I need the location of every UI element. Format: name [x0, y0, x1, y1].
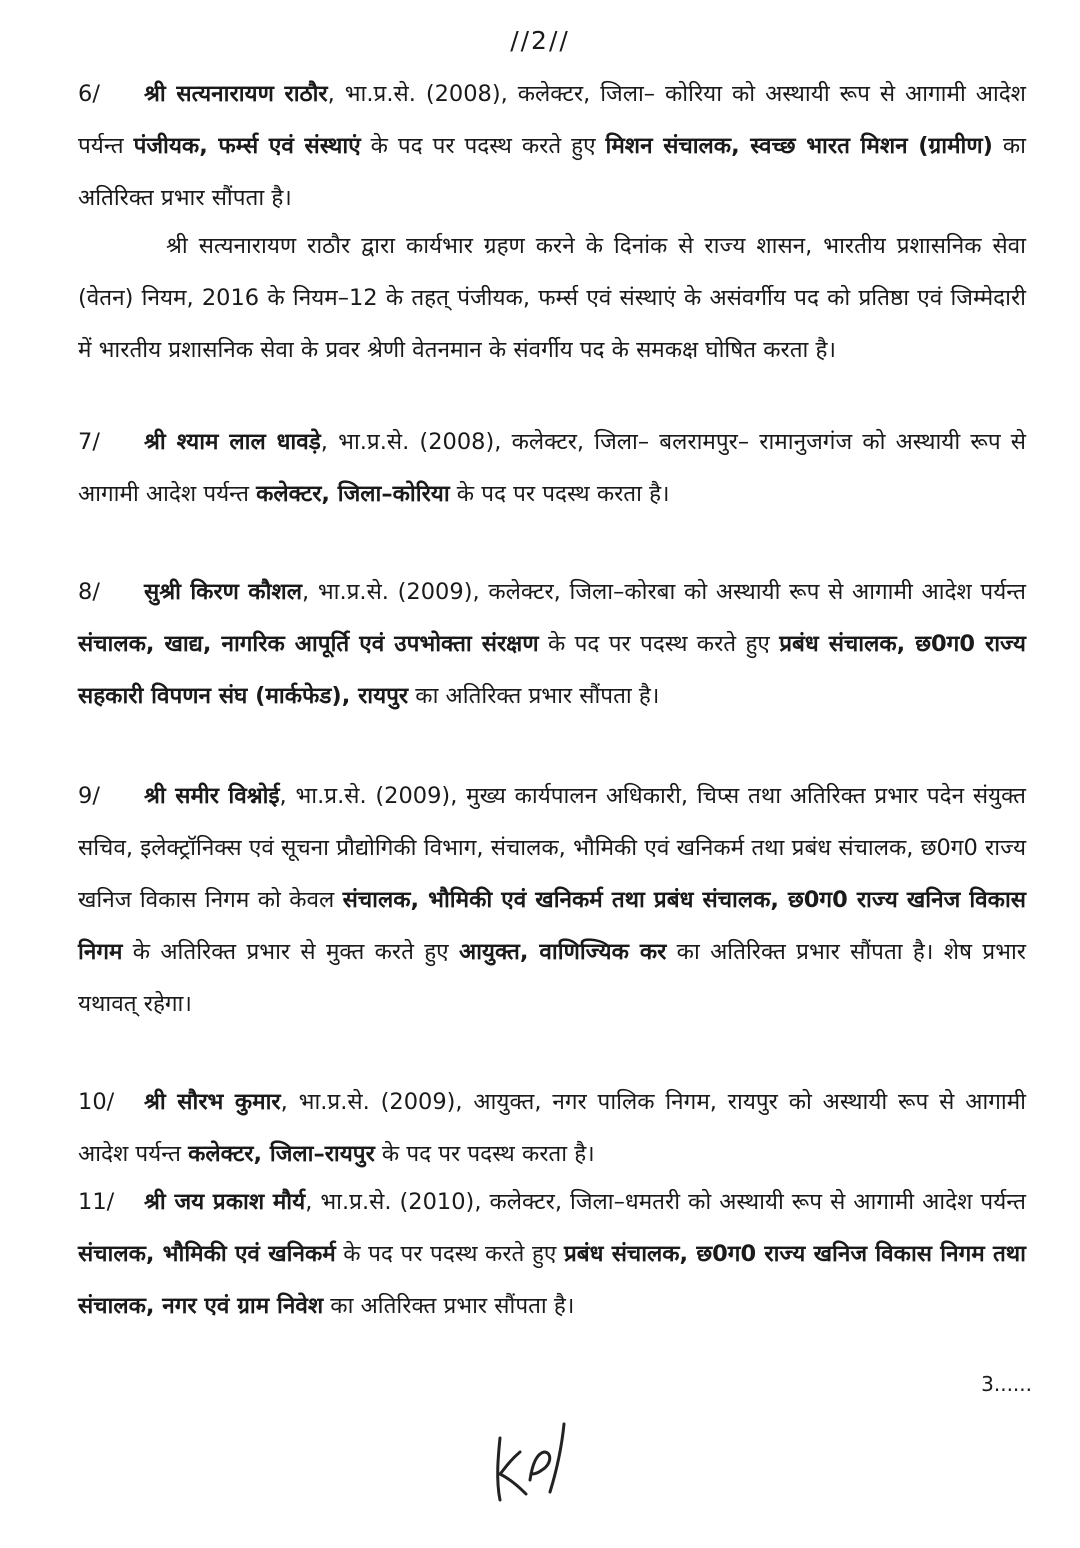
page-number: //2// [510, 26, 570, 55]
body-text: , भा.प्र.से. (2008), कलेक्टर, जिला– कोरिया को अस्थायी रूप से आगामी आदेश पर्यन्त [78, 81, 1026, 159]
body-text: , भा.प्र.से. (2008), कलेक्टर, जिला– बलरामपुर– रामानुजगंज को अस्थायी रूप से आगामी आदेश पर्यन्त [78, 429, 1027, 507]
paragraph-9 [78, 770, 1026, 1030]
paragraph-10 [78, 1076, 1026, 1180]
continuation-marker: 3...... [981, 1372, 1032, 1396]
body-text: , भा.प्र.से. (2009), आयुक्त, नगर पालिक निगम, रायपुर को अस्थायी रूप से आगामी आदेश पर्यन्त [78, 1089, 1026, 1167]
body-text: के पद पर पदस्थ करते हुए [538, 631, 780, 657]
body-text: के पद पर पदस्थ करता है। [449, 481, 670, 507]
paragraph-7 [78, 416, 1026, 520]
bold-text: पंजीयक, फर्म्स एवं संस्थाएं [133, 133, 361, 159]
bold-text: श्री सौरभ कुमार [144, 1089, 281, 1115]
bold-text: श्री सत्यनारायण राठौर [144, 81, 328, 107]
body-text: का अतिरिक्त प्रभार सौंपता है। [408, 683, 660, 709]
bold-text: सुश्री किरण कौशल [144, 579, 302, 605]
bold-text: संचालक, भौमिकी एवं खनिकर्म तथा प्रबंध संचालक, छ0ग0 राज्य खनिज विकास निगम [78, 887, 1026, 965]
bold-text: कलेक्टर, जिला–रायपुर [188, 1141, 375, 1167]
bold-text: प्रबंध संचालक, छ0ग0 राज्य खनिज विकास निगम तथा संचालक, नगर एवं ग्राम निवेश [78, 1241, 1026, 1319]
body-text: के पद पर पदस्थ करता है। [374, 1141, 595, 1167]
bold-text: प्रबंध संचालक, छ0ग0 राज्य सहकारी विपणन संघ (मार्कफेड), रायपुर [78, 631, 1026, 709]
bold-text: आयुक्त, वाणिज्यिक कर [458, 939, 667, 965]
body-text: , भा.प्र.से. (2010), कलेक्टर, जिला–धमतरी को अस्थायी रूप से आगामी आदेश पर्यन्त [305, 1189, 1026, 1215]
paragraph-number: 11/ [78, 1189, 115, 1215]
bold-text: कलेक्टर, जिला–कोरिया [256, 481, 450, 507]
paragraph-number: 8/ [78, 579, 100, 605]
paragraph-8 [78, 566, 1026, 722]
paragraph-6 [78, 68, 1026, 224]
body-text: के पद पर पदस्थ करते हुए [360, 133, 606, 159]
bold-text: श्री समीर विश्नोई [144, 783, 280, 809]
body-text: , भा.प्र.से. (2009), मुख्य कार्यपालन अधिकारी, चिप्स तथा अतिरिक्त प्रभार पदेन संयुक्त सचिव, इलेक्ट्रॉनिक्स एवं सूचना प्रौद्योगिकी विभाग, संचालक, भौमिकी एवं खनिकर्म तथा प्रबंध संचालक, छ0ग0 राज्य खनिज विकास निगम को केवल [78, 783, 1026, 913]
body-text: के अतिरिक्त प्रभार से मुक्त करते हुए [122, 939, 459, 965]
bold-text: संचालक, खाद्य, नागरिक आपूर्ति एवं उपभोक्ता संरक्षण [78, 631, 539, 657]
paragraph-number: 9/ [78, 783, 100, 809]
bold-text: मिशन संचालक, स्वच्छ भारत मिशन (ग्रामीण) [605, 133, 993, 159]
handwritten-signature [486, 1418, 576, 1513]
paragraph-11 [78, 1176, 1026, 1332]
body-text: का अतिरिक्त प्रभार सौंपता है। [78, 133, 1026, 211]
body-text: के पद पर पदस्थ करते हुए [335, 1241, 564, 1267]
body-text: श्री सत्यनारायण राठौर द्वारा कार्यभार ग्रहण करने के दिनांक से राज्य शासन, भारतीय प्रशासनिक सेवा (वेतन) नियम, 2016 के नियम–12 के तहत् पंजीयक, फर्म्स एवं संस्थाएं के असंवर्गीय पद को प्रतिष्ठा एवं जिम्मेदारी में भारतीय प्रशासनिक सेवा के प्रवर श्रेणी वेतनमान के संवर्गीय पद के समकक्ष घोषित करता है। [78, 233, 1026, 363]
body-text: का अतिरिक्त प्रभार सौंपता है। [323, 1293, 575, 1319]
bold-text: श्री श्याम लाल धावड़े [144, 429, 321, 455]
bold-text: श्री जय प्रकाश मौर्य [144, 1189, 306, 1215]
paragraph-number: 10/ [78, 1089, 115, 1115]
body-text: , भा.प्र.से. (2009), कलेक्टर, जिला–कोरबा को अस्थायी रूप से आगामी आदेश पर्यन्त [301, 579, 1027, 605]
paragraph-number: 7/ [78, 429, 100, 455]
body-text: का अतिरिक्त प्रभार सौंपता है। शेष प्रभार यथावत् रहेगा। [78, 939, 1026, 1017]
paragraph-6-note [78, 220, 1026, 376]
bold-text: संचालक, भौमिकी एवं खनिकर्म [78, 1241, 336, 1267]
paragraph-number: 6/ [78, 81, 100, 107]
